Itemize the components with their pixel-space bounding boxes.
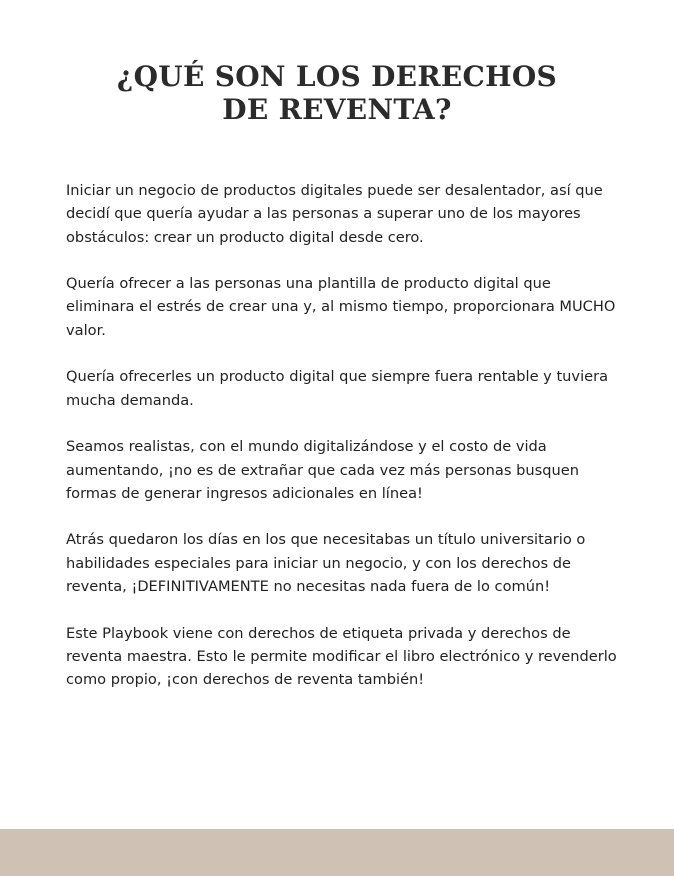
paragraph-3: Quería ofrecerles un producto digital que siempre fuera rentable y tuviera mucha demanda. (66, 368, 609, 409)
paragraph-6: Este Playbook viene con derechos de etiqueta privada y derechos de reventa maestra. Esto le permite modificar el libro electrónico y revenderlo como propio, ¡con derechos de reventa también! (66, 624, 617, 689)
paragraph-2: Quería ofrecer a las personas una plantilla de producto digital que eliminara el estrés de crear una y, al mismo tiempo, proporcionara MUCHO valor. (66, 275, 616, 339)
paragraph-1: Iniciar un negocio de productos digitales puede ser desalentador, así que decidí que quería ayudar a las personas a superar uno de los mayores obstáculos: crear un producto digital desde cero. (66, 182, 603, 246)
paragraph-4: Seamos realistas, con el mundo digitalizándose y el costo de vida aumentando, ¡no es de extrañar que cada vez más personas busquen formas de generar ingresos adicionales en línea! (66, 438, 579, 502)
body-text (66, 179, 626, 715)
page-title-line-2: DE REVENTA? (222, 93, 452, 126)
paragraph-5: Atrás quedaron los días en los que necesitabas un título universitario o habilidades especiales para iniciar un negocio, y con los derechos de reventa, ¡DEFINITIVAMENTE no necesitas nada fuera de lo común! (66, 531, 586, 596)
footer-band (0, 829, 674, 876)
page-title-line-1: ¿QUÉ SON LOS DERECHOS (116, 60, 558, 93)
page-title (0, 60, 674, 126)
